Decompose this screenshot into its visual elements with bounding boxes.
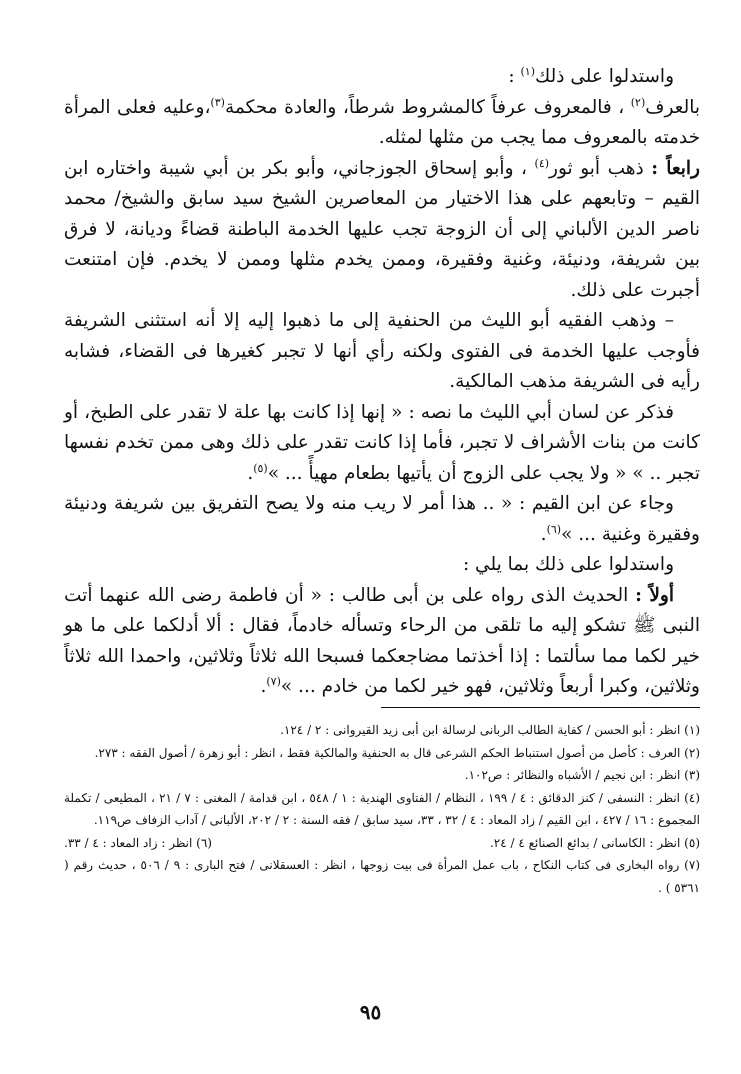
p2-text-b: ، فالمعروف عرفاً كالمشروط شرطاً، والعادة محكمة bbox=[224, 96, 625, 118]
footnote-ref-2: (٢) bbox=[630, 95, 646, 109]
paragraph-7 bbox=[64, 550, 700, 581]
footnote-ref-1: (١) bbox=[520, 64, 535, 78]
main-text bbox=[64, 62, 700, 703]
footnote-ref-5: (٥) bbox=[253, 461, 268, 475]
p2-text-c: ،وعليه فعلى المرأة خدمته بالمعروف مما يجب من مثلها لمثله. bbox=[64, 96, 700, 148]
p3-text-a: ذهب أبو ثور bbox=[549, 157, 644, 179]
p2-text-a: بالعرف bbox=[645, 96, 700, 118]
p8-text: الحديث الذى رواه على بن أبى طالب : « أن فاطمة رضى الله عنهما أتت النبى ﷺ تشكو إليه ما تلقى من الرحاء وتسأله خادماً، فقال : ألا أدلكما على ما هو خير لكما مما سألتما : إذا أخذتما مضاجعكما فسبحا الله ثلاثاً وثلاثين، واحمدا الله ثلاثاً وثلاثين، وكبرا أربعاً وثلاثين، فهو خير لكما من خادم ... » bbox=[64, 584, 700, 697]
footnotes bbox=[64, 719, 700, 899]
paragraph-4 bbox=[64, 306, 700, 398]
footnote-ref-3: (٣) bbox=[210, 95, 225, 109]
paragraph-5 bbox=[64, 398, 700, 490]
paragraph-8 bbox=[64, 581, 700, 703]
paragraph-1 bbox=[64, 62, 700, 93]
p8-end: . bbox=[260, 676, 267, 697]
page-number: ٩٥ bbox=[359, 1000, 382, 1024]
p3-text-b: ، وأبو إسحاق الجوزجاني، وأبو بكر بن أبي شيبة واختاره ابن القيم – وتابعهم على هذا الاختيار من المعاصرين الشيخ سيد سابق والشيخ/ محمد ناصر الدين الألباني إلى أن الزوجة تجب عليها الخدمة الباطنة قضاءً وديانة، لا فرق بين شريفة، ودنيئة، وغنية وفقيرة، وممن يخدم مثلها وممن لا يخدم. فإن امتنعت أجبرت على ذلك. bbox=[64, 157, 700, 301]
first-heading: أولاً : bbox=[635, 584, 674, 606]
p1-text: واستدلوا على ذلك bbox=[534, 66, 674, 87]
p5-end: . bbox=[247, 462, 254, 484]
footnote-6: (٦) انظر : زاد المعاد : ٤ / ٣٣. bbox=[64, 835, 212, 850]
p5-text: فذكر عن لسان أبي الليث ما نصه : « إنها إذا كانت بها علة لا تقدر على الطبخ، أو كانت من بنات الأشراف لا تجبر، فأما إذا كانت تقدر على ذلك وهى ممن تخدم نفسها تجبر .. » « ولا يجب على الزوج أن يأتيها بطعام مهيأً ... » bbox=[64, 401, 700, 484]
p4-text: – وذهب الفقيه أبو الليث من الحنفية إلى ما ذهبوا إليه إلا أنه استثنى الشريفة فأوجب عليها الخدمة فى الفتوى ولكنه رأي أنها لا تجبر كغيرها فى القضاء، فشابه رأيه فى الشريفة مذهب المالكية. bbox=[64, 310, 700, 392]
footnote-7: (٧) رواه البخارى فى كتاب النكاح ، باب عمل المرأة فى بيت زوجها ، انظر : العسقلانى / فتح البارى : ٩ / ٥٠٦ ، حديث رقم ( ٥٣٦١ ) . bbox=[64, 858, 701, 895]
footnote-ref-4: (٤) bbox=[534, 156, 550, 170]
p1-end: : bbox=[508, 66, 515, 87]
p7-text: واستدلوا على ذلك بما يلي : bbox=[462, 554, 674, 575]
footnote-1: (١) انظر : أبو الحسن / كفاية الطالب الربانى لرسالة ابن أبى زيد القيروانى : ٢ / ١٢٤. bbox=[280, 723, 700, 737]
footnote-5: (٥) انظر : الكاسانى / بدائع الصنائع ٤ / ٢٤. bbox=[489, 835, 700, 850]
paragraph-3 bbox=[64, 154, 700, 307]
p6-end: . bbox=[540, 523, 547, 545]
footnote-divider bbox=[381, 707, 700, 708]
fourth-heading: رابعاً : bbox=[651, 157, 700, 179]
p6-text: وجاء عن ابن القيم : « .. هذا أمر لا ريب منه ولا يصح التفريق بين شريفة ودنيئة وفقيرة وغنية ... » bbox=[64, 493, 700, 545]
paragraph-2 bbox=[64, 93, 700, 154]
footnote-2: (٢) العرف : كأصل من أصول استنباط الحكم الشرعى قال به الحنفية والمالكية فقط ، انظر : أبو زهرة / أصول الفقه : ٢٧٣. bbox=[94, 745, 700, 760]
footnote-3: (٣) انظر : ابن نجيم / الأشباه والنظائر : ص١٠٢. bbox=[464, 768, 700, 782]
paragraph-6 bbox=[64, 489, 700, 550]
footnote-ref-6: (٦) bbox=[546, 522, 562, 536]
footnote-4: (٤) انظر : النسفى / كنز الدقائق : ٤ / ١٩٩ ، النظام / الفتاوى الهندية : ١ / ٥٤٨ ، ابن قدامة / المغنى : ٧ / ٢١ ، المطيعى / تكملة المجموع : ١٦ / ٤٢٧ ، ابن القيم / زاد المعاد : ٤ / ٣٢ ، ٣٣، سيد سابق / فقه السنة : ٢ / ٢٠٢، الألبانى / آداب الزفاف ص١١٩. bbox=[64, 790, 700, 827]
footnote-ref-7: (٧) bbox=[266, 674, 281, 688]
footnote-row-5-6 bbox=[64, 832, 700, 855]
